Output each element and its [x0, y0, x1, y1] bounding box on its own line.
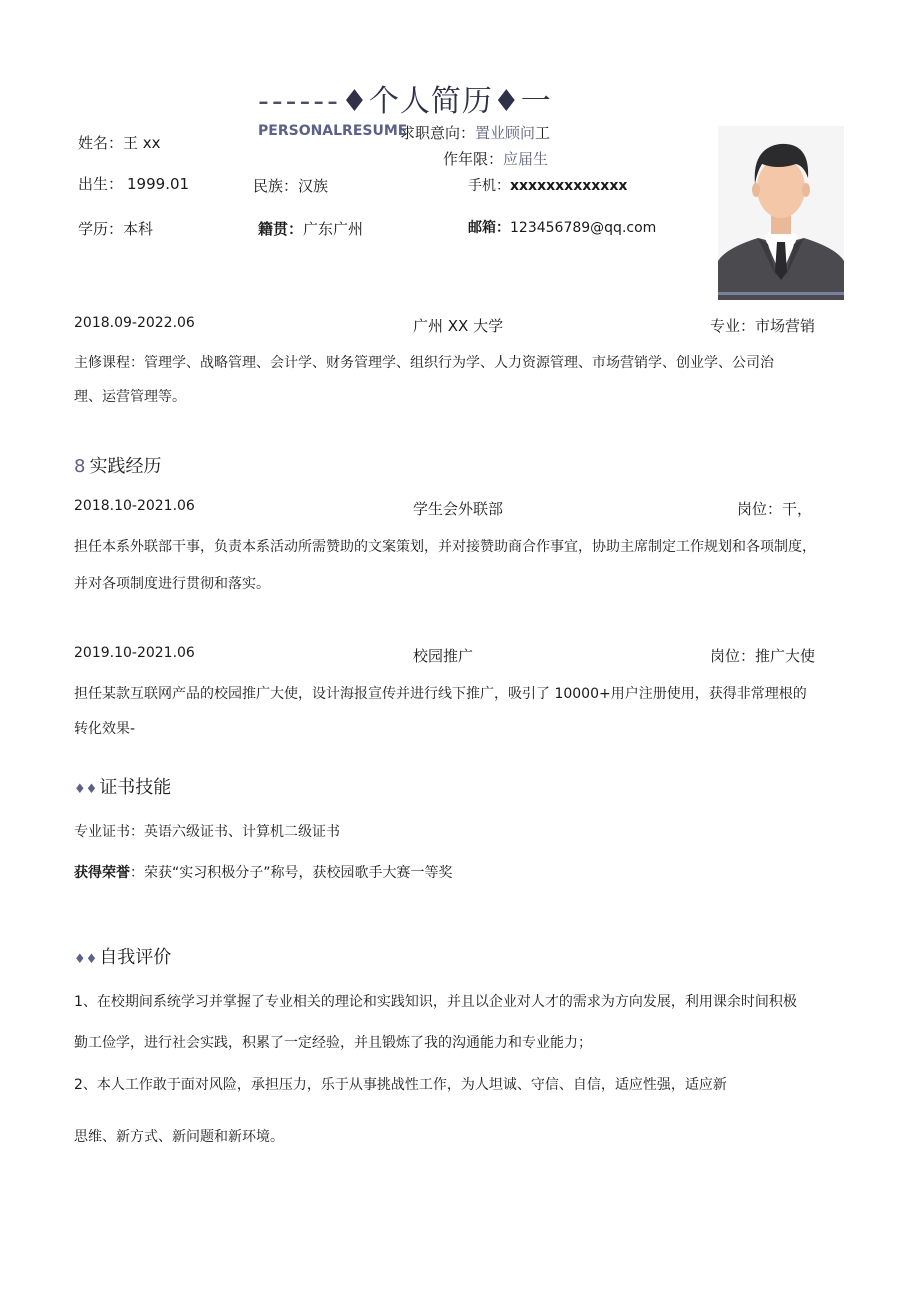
self-eval-line3: 2、本人工作敢于面对风险，承担压力，乐于从事挑战性工作，为人坦诚、守信、自信，适应性强，适应新: [74, 1077, 727, 1093]
phone-field: [468, 175, 627, 195]
cert-label: 专业证书：: [74, 824, 144, 840]
ethnicity-label: 民族：: [253, 177, 299, 195]
job-intent-label: 求职意向：: [400, 124, 476, 142]
title-tail: 一: [520, 84, 552, 119]
title-dashes: ------: [258, 84, 341, 119]
name-value: 王 xx: [123, 134, 161, 152]
self-eval-line2: 勤工俭学，进行社会实践，积累了一定经验，并且锻炼了我的沟通能力和专业能力；: [74, 1035, 592, 1051]
practice-1-period: 2018.10-2021.06: [74, 498, 195, 514]
phone-label: 手机：: [468, 178, 510, 194]
practice-1-org: 学生会外联部: [413, 500, 504, 518]
self-eval-heading: [74, 943, 171, 969]
job-intent-value: 置业顾问: [475, 124, 536, 142]
practice-heading: [74, 452, 161, 478]
practice-2-desc-line2: 转化效果-: [74, 721, 136, 737]
skills-heading-text: 证书技能: [99, 777, 172, 798]
practice-1-desc-line2: 并对各项制度进行贯彻和落实。: [74, 576, 270, 592]
self-eval-line4: 思维、新方式、新问题和新环境。: [74, 1129, 284, 1145]
honor-field: [74, 862, 453, 882]
practice-2-position: 岗位：推广大使: [710, 647, 816, 665]
practice-heading-mark: 8: [74, 456, 86, 477]
subtitle-en: PERSONALRESUME: [258, 123, 408, 139]
edu-major: 专业：市场营销: [710, 317, 816, 335]
phone-value: xxxxxxxxxxxxx: [510, 178, 628, 194]
job-intent: [400, 122, 550, 143]
hometown-field: [258, 218, 363, 239]
birth-label: 出生：: [78, 175, 124, 193]
education-field: [78, 218, 153, 239]
title-diamond-right: ♦: [492, 84, 521, 119]
name-field: [78, 132, 161, 153]
edu-school: 广州 XX 大学: [413, 317, 504, 335]
avatar-icon: [718, 126, 844, 300]
practice-2-org: 校园推广: [413, 647, 474, 665]
resume-title: [258, 76, 552, 120]
work-years-value: 应届生: [503, 150, 549, 168]
ethnicity-field: [253, 175, 328, 196]
honor-label: 获得荣誉: [74, 865, 130, 881]
cert-value: 英语六级证书、计算机二级证书: [144, 824, 340, 840]
profile-photo: [718, 126, 844, 300]
email-value: 123456789@qq.com: [510, 220, 657, 236]
name-label: 姓名：: [78, 134, 124, 152]
honor-value: ：荣获“实习积极分子”称号，获校园歌手大赛一等奖: [130, 865, 453, 881]
title-diamond-left: ♦: [340, 84, 369, 119]
education-value: 本科: [123, 220, 154, 238]
self-eval-heading-text: 自我评价: [99, 947, 172, 968]
skills-heading-mark: ♦♦: [74, 782, 98, 797]
edu-courses-line1: 主修课程：管理学、战略管理、会计学、财务管理学、组织行为学、人力资源管理、市场营销学、创业学、公司治: [74, 355, 774, 371]
practice-2-desc-line1: 担任某款互联网产品的校园推广大使，设计海报宣传并进行线下推广，吸引了 10000+用户注册使用，获得非常理根的: [74, 686, 807, 702]
job-intent-tail: 工: [535, 124, 551, 142]
birth-field: [78, 173, 189, 194]
practice-1-desc-line1: 担任本系外联部干事，负责本系活动所需赞助的文案策划，并对接赞助商合作事宜，协助主席制定工作规划和各项制度，: [74, 539, 816, 555]
practice-1-position: 岗位：干，: [737, 500, 813, 518]
email-field: [468, 217, 656, 237]
self-eval-line1: 1、在校期间系统学习并掌握了专业相关的理论和实践知识，并且以企业对人才的需求为方向发展，利用课余时间积极: [74, 994, 797, 1010]
cert-field: [74, 821, 340, 841]
work-years-label: 作年限：: [443, 150, 504, 168]
education-label: 学历：: [78, 220, 124, 238]
edu-period: 2018.09-2022.06: [74, 315, 195, 331]
title-text: 个人简历: [368, 84, 493, 119]
birth-value: 1999.01: [127, 175, 190, 193]
practice-heading-text: 实践经历: [89, 456, 162, 477]
practice-2-period: 2019.10-2021.06: [74, 645, 195, 661]
edu-courses-line2: 理、运营管理等。: [74, 389, 186, 405]
skills-heading: [74, 773, 171, 799]
ethnicity-value: 汉族: [298, 177, 329, 195]
hometown-value: 广东广州: [303, 220, 364, 238]
email-label: 邮箱：: [468, 220, 510, 236]
work-years: [443, 148, 548, 169]
self-eval-heading-mark: ♦♦: [74, 952, 98, 967]
hometown-label: 籍贯：: [258, 220, 304, 238]
